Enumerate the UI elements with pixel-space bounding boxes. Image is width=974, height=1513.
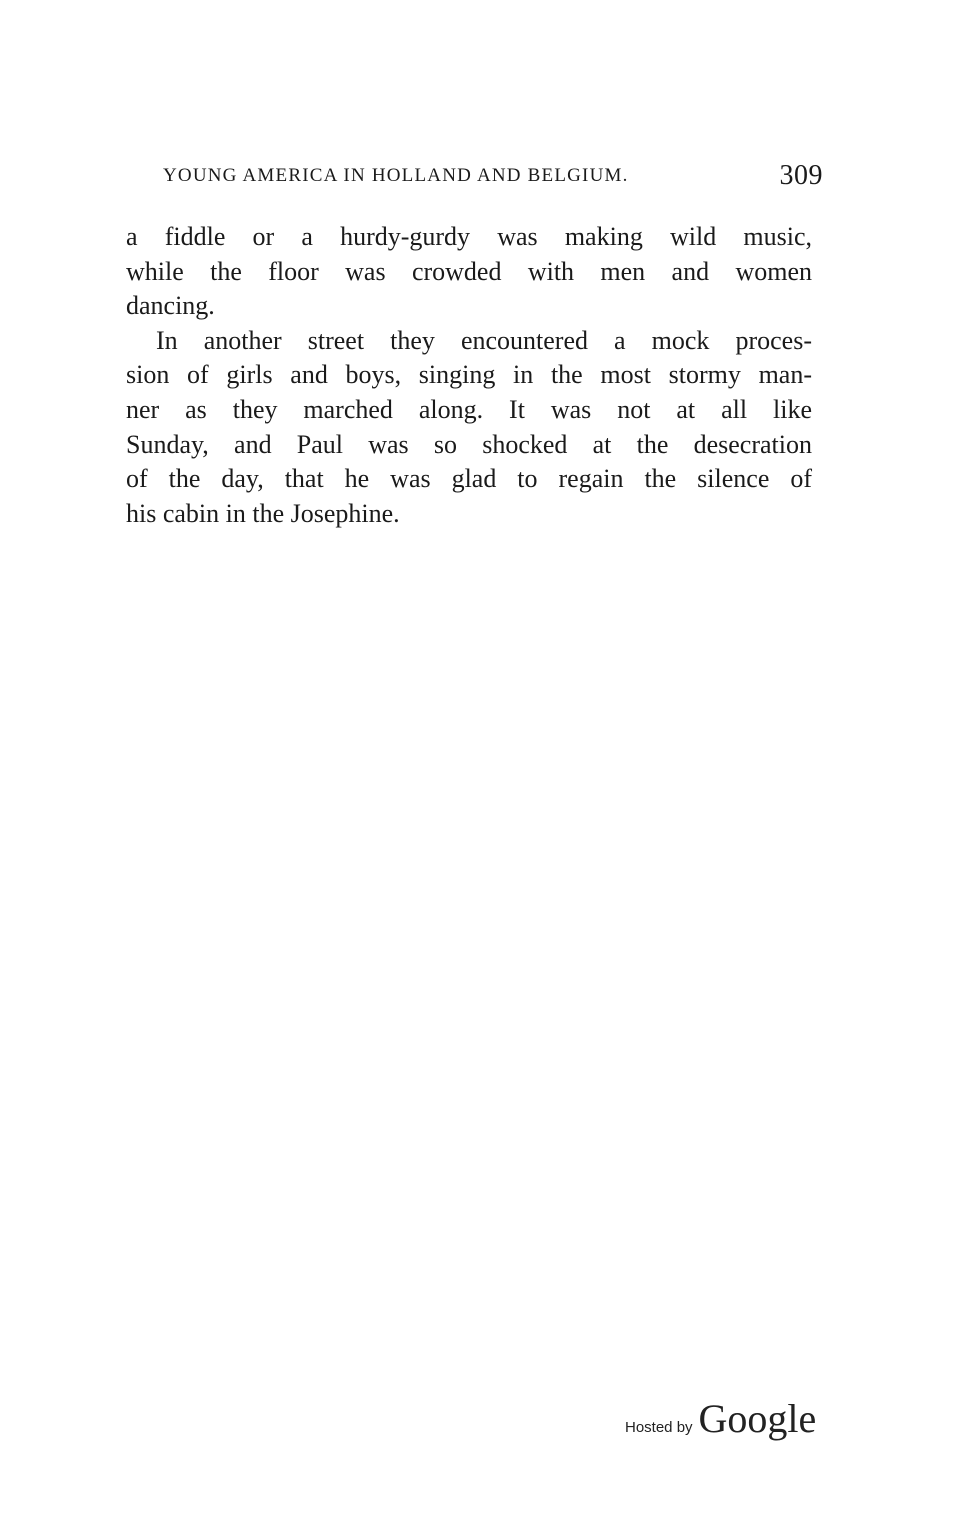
text-line: sion of girls and boys, singing in the most stormy man- [126,360,812,390]
text-line: of the day, that he was glad to regain the silence of [126,464,812,494]
hosted-by-google-watermark [625,1395,816,1442]
running-head [163,160,823,193]
paragraph [126,220,812,324]
text-line: Sunday, and Paul was so shocked at the desecration [126,429,812,459]
paragraph [126,324,812,532]
page-number: 309 [779,160,823,191]
text-line: dancing. [126,291,215,321]
google-logo: Google [698,1396,817,1441]
body-text [126,220,812,531]
hosted-by-label: Hosted by [625,1419,693,1436]
text-line: while the floor was crowded with men and women [126,256,812,286]
text-line: In another street they encountered a mock proces- [156,325,812,355]
text-line: a fiddle or a hurdy-gurdy was making wild music, [126,222,812,251]
text-line: his cabin in the Josephine. [126,498,400,528]
text-line: ner as they marched along. It was not at all like [126,394,812,424]
running-title: YOUNG AMERICA IN HOLLAND AND BELGIUM. [163,165,629,186]
